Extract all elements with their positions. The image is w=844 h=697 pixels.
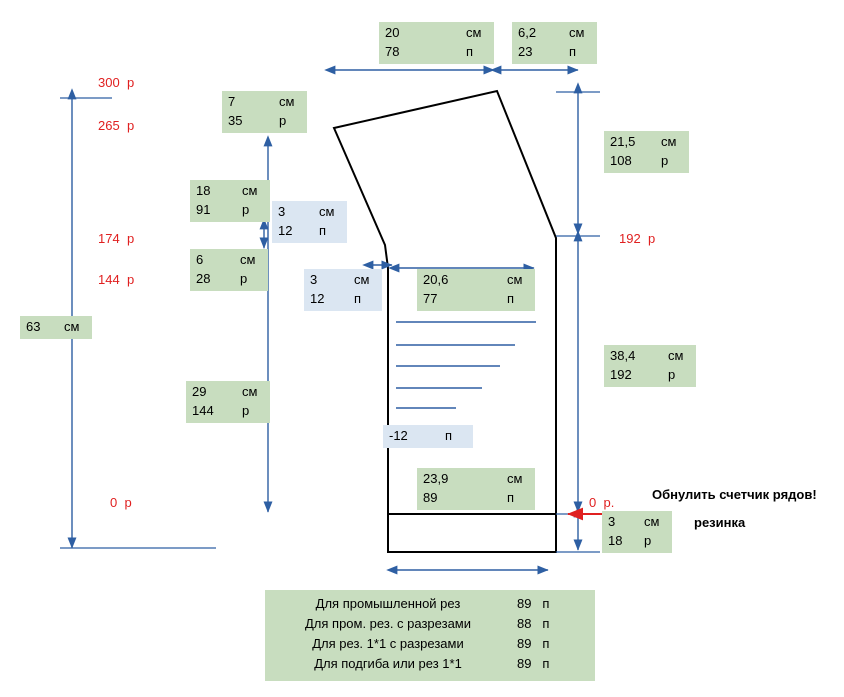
row-marker-300: 300 р <box>98 75 135 90</box>
row-marker-174: 174 р <box>98 231 135 246</box>
legend-row: Для промышленной рез 89 п <box>315 596 550 611</box>
legend-row: Для рез. 1*1 с разрезами 89 п <box>312 636 550 652</box>
measure-step-3-12-b: 3 см 12 п <box>304 269 382 311</box>
measure-chest-width: 20,6 см 77 п <box>417 269 535 311</box>
measure-step-6-28: 6 см 28 р <box>190 249 268 291</box>
measure-decrease-12: -12 п <box>383 425 473 448</box>
measure-rib-height: 3 см 18 р <box>602 511 672 553</box>
measure-total-height: 63 см <box>20 316 92 339</box>
measure-armhole-left: 18 см 91 р <box>190 180 270 222</box>
row-marker-0-left: 0 р <box>110 495 132 510</box>
row-marker-144: 144 р <box>98 272 135 287</box>
measure-neck: 7 см 35 р <box>222 91 307 133</box>
row-marker-265: 265 р <box>98 118 135 133</box>
internal-pattern-lines <box>396 322 536 427</box>
legend-table <box>265 590 595 681</box>
measure-hem-width: 23,9 см 89 п <box>417 468 535 510</box>
row-marker-0-right: 0 р. <box>589 495 615 510</box>
measure-step-3-12-a: 3 см 12 п <box>272 201 347 243</box>
measure-top-width: 20 см 78 п <box>379 22 494 64</box>
legend-row: Для пром. рез. с разрезами 88 п <box>304 616 550 632</box>
measure-armhole-right: 21,5 см 108 р <box>604 131 689 173</box>
row-marker-192: 192 р <box>619 231 656 246</box>
measure-side-length: 29 см 144 р <box>186 381 270 423</box>
legend-row: Для подгиба или рез 1*1 89 п <box>314 656 550 672</box>
measure-shoulder: 6,2 см 23 п <box>512 22 597 64</box>
measure-body-height: 38,4 см 192 р <box>604 345 696 387</box>
reset-counter-note-line1: Обнулить счетчик рядов! <box>652 487 817 502</box>
reset-counter-note-line2: резинка <box>694 515 746 530</box>
